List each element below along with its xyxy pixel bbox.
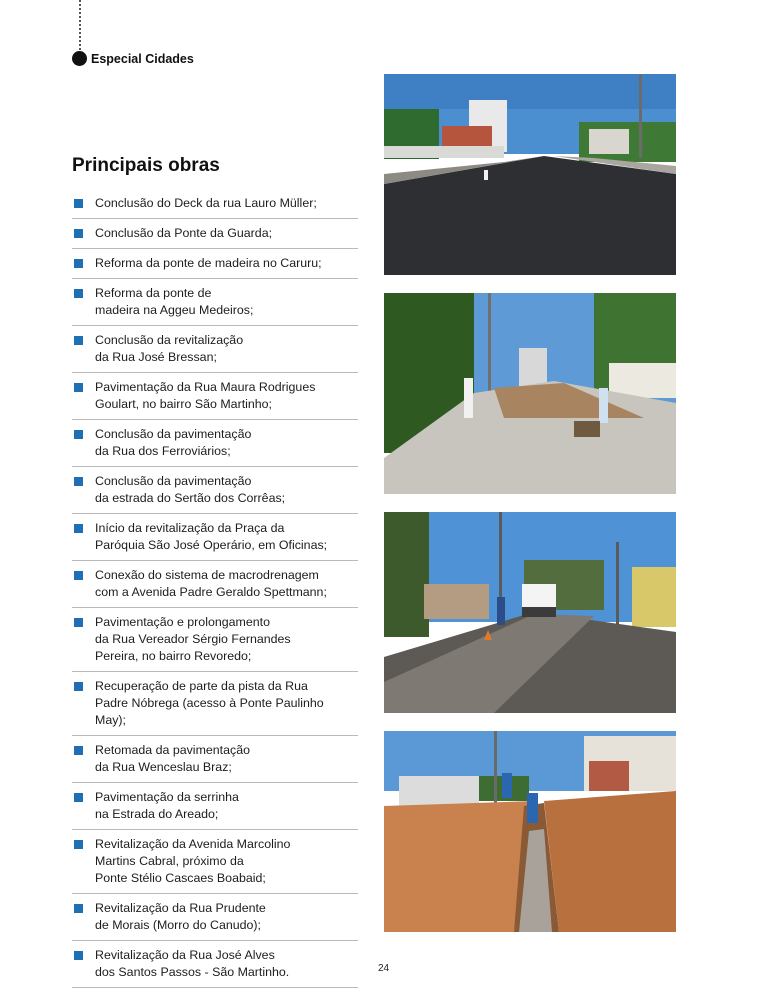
- list-item: [72, 249, 358, 279]
- section-dot-icon: [72, 51, 87, 66]
- list-item-text: Início da revitalização da Praça da Paróquia São José Operário, em Oficinas;: [95, 521, 328, 552]
- list-item: [72, 219, 358, 249]
- square-bullet-icon: [74, 571, 83, 580]
- list-item: [72, 326, 358, 373]
- list-item-text: Conclusão da pavimentação da Rua dos Ferroviários;: [95, 427, 252, 458]
- section-tag: [72, 51, 194, 66]
- list-item-text: Revitalização da Avenida Marcolino Martins Cabral, próximo da Ponte Stélio Cascaes Boabaid;: [95, 837, 291, 885]
- list-item: [72, 373, 358, 420]
- list-item: [72, 279, 358, 326]
- section-label: Especial Cidades: [91, 51, 194, 66]
- list-item: [72, 783, 358, 830]
- square-bullet-icon: [74, 682, 83, 691]
- list-item: [72, 894, 358, 941]
- square-bullet-icon: [74, 793, 83, 802]
- list-item: [72, 561, 358, 608]
- photo-paving-stones: [384, 293, 676, 494]
- works-list: [72, 189, 358, 988]
- list-item: [72, 467, 358, 514]
- list-item-text: Reforma da ponte de madeira na Aggeu Medeiros;: [95, 286, 254, 317]
- list-item-text: Retomada da pavimentação da Rua Wenceslau Braz;: [95, 743, 250, 774]
- square-bullet-icon: [74, 229, 83, 238]
- list-heading: Principais obras: [72, 155, 220, 176]
- list-item-text: Pavimentação da serrinha na Estrada do Areado;: [95, 790, 239, 821]
- square-bullet-icon: [74, 746, 83, 755]
- photo-asphalt-road: [384, 74, 676, 275]
- square-bullet-icon: [74, 524, 83, 533]
- square-bullet-icon: [74, 951, 83, 960]
- square-bullet-icon: [74, 383, 83, 392]
- square-bullet-icon: [74, 840, 83, 849]
- list-item-text: Pavimentação e prolongamento da Rua Vereador Sérgio Fernandes Pereira, no bairro Revoredo;: [95, 615, 291, 663]
- page-number: 24: [377, 963, 390, 974]
- square-bullet-icon: [74, 199, 83, 208]
- list-item: [72, 672, 358, 736]
- list-item-text: Conclusão da pavimentação da estrada do Sertão dos Corrêas;: [95, 474, 286, 505]
- square-bullet-icon: [74, 430, 83, 439]
- square-bullet-icon: [74, 336, 83, 345]
- list-item-text: Conclusão do Deck da rua Lauro Müller;: [95, 196, 317, 210]
- dotted-guide-line: [79, 0, 81, 50]
- list-item-text: Conexão do sistema de macrodrenagem com a Avenida Padre Geraldo Spettmann;: [95, 568, 327, 599]
- list-item-text: Revitalização da Rua José Alves dos Santos Passos - São Martinho.: [95, 948, 290, 979]
- list-item-text: Pavimentação da Rua Maura Rodrigues Goulart, no bairro São Martinho;: [95, 380, 316, 411]
- list-item: [72, 189, 358, 219]
- list-item-text: Conclusão da Ponte da Guarda;: [95, 226, 273, 240]
- list-item: [72, 608, 358, 672]
- list-item: [72, 514, 358, 561]
- square-bullet-icon: [74, 904, 83, 913]
- square-bullet-icon: [74, 477, 83, 486]
- photo-drainage-trench: [384, 731, 676, 932]
- list-item-text: Conclusão da revitalização da Rua José Bressan;: [95, 333, 244, 364]
- list-item: [72, 420, 358, 467]
- list-item-text: Reforma da ponte de madeira no Caruru;: [95, 256, 322, 270]
- square-bullet-icon: [74, 289, 83, 298]
- list-item-text: Recuperação de parte da pista da Rua Padre Nóbrega (acesso à Ponte Paulinho May);: [95, 679, 324, 727]
- list-item: [72, 830, 358, 894]
- list-item: [72, 736, 358, 783]
- square-bullet-icon: [74, 618, 83, 627]
- photo-road-recovery: [384, 512, 676, 713]
- list-item-text: Revitalização da Rua Prudente de Morais (Morro do Canudo);: [95, 901, 266, 932]
- square-bullet-icon: [74, 259, 83, 268]
